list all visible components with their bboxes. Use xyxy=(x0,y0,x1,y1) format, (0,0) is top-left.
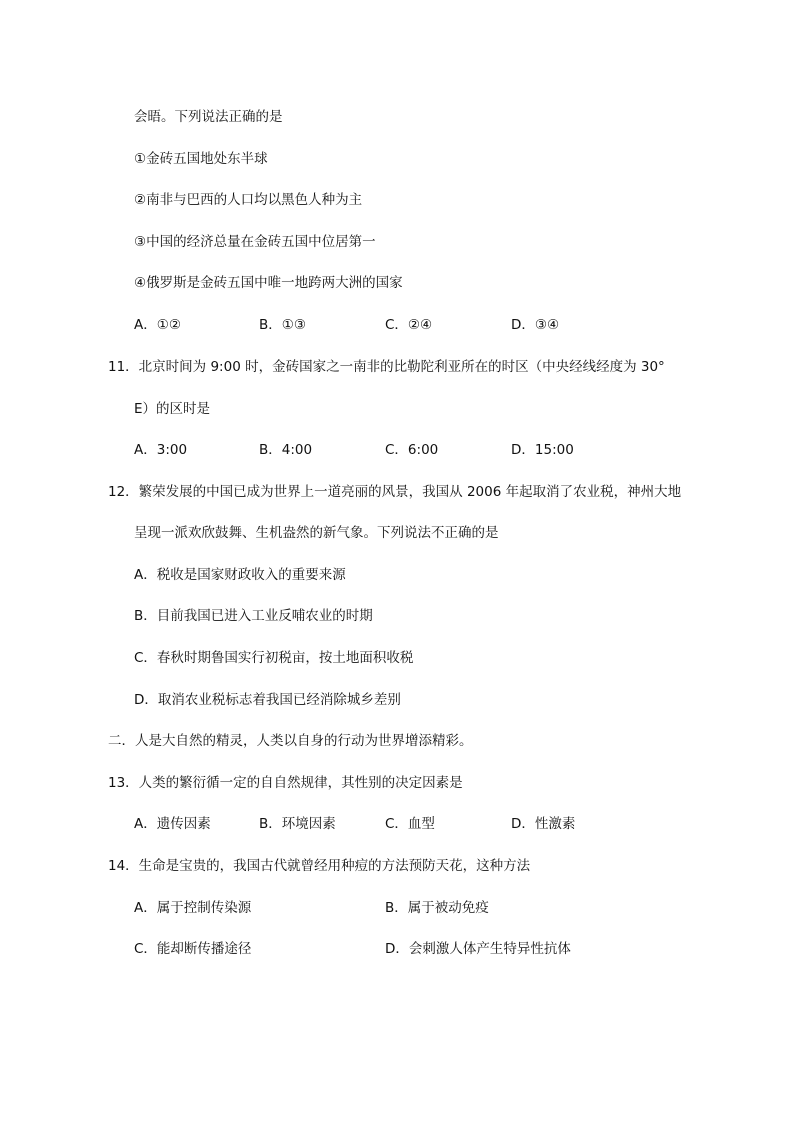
q10-statement-2: ②南非与巴西的人口均以黑色人种为主 xyxy=(134,192,363,208)
q13-option-a: A．遗传因素 xyxy=(134,816,211,832)
q13-option-d: D．性激素 xyxy=(511,816,576,832)
q11-stem-line-1: 11．北京时间为 9:00 时，金砖国家之一南非的比勒陀利亚所在的时区（中央经线经度为 30° xyxy=(108,359,665,375)
q13-option-c: C．血型 xyxy=(385,816,435,832)
q12-stem-line-2: 呈现一派欢欣鼓舞、生机盎然的新气象。下列说法不正确的是 xyxy=(134,525,499,541)
q12-option-d: D．取消农业税标志着我国已经消除城乡差别 xyxy=(134,692,401,708)
q10-option-d: D．③④ xyxy=(511,317,560,333)
q11-option-d: D．15:00 xyxy=(511,442,574,458)
q12-option-c: C．春秋时期鲁国实行初税亩，按土地面积收税 xyxy=(134,650,414,666)
q14-option-a: A．属于控制传染源 xyxy=(134,900,252,916)
q10-statement-1: ①金砖五国地处东半球 xyxy=(134,151,268,167)
q12-option-a: A．税收是国家财政收入的重要来源 xyxy=(134,567,346,583)
section-2-heading: 二．人是大自然的精灵，人类以自身的行动为世界增添精彩。 xyxy=(108,733,473,749)
q13-option-b: B．环境因素 xyxy=(259,816,336,832)
q14-stem: 14．生命是宝贵的，我国古代就曾经用种痘的方法预防天花，这种方法 xyxy=(108,858,531,874)
q14-option-c: C．能却断传播途径 xyxy=(134,941,252,957)
q12-stem-line-1: 12．繁荣发展的中国已成为世界上一道亮丽的风景，我国从 2006 年起取消了农业税，神州大地 xyxy=(108,484,682,500)
q11-option-c: C．6:00 xyxy=(385,442,439,458)
q10-option-a: A．①② xyxy=(134,317,181,333)
q10-option-b: B．①③ xyxy=(259,317,306,333)
q11-stem-line-2: E）的区时是 xyxy=(134,401,211,417)
q10-stem-continuation: 会晤。下列说法正确的是 xyxy=(134,109,283,125)
q14-option-d: D．会刺激人体产生特异性抗体 xyxy=(385,941,571,957)
q11-option-a: A．3:00 xyxy=(134,442,188,458)
q10-statement-4: ④俄罗斯是金砖五国中唯一地跨两大洲的国家 xyxy=(134,275,403,291)
q11-option-b: B．4:00 xyxy=(259,442,313,458)
q10-option-c: C．②④ xyxy=(385,317,433,333)
q10-statement-3: ③中国的经济总量在金砖五国中位居第一 xyxy=(134,234,376,250)
q13-stem: 13．人类的繁衍循一定的自自然规律，其性别的决定因素是 xyxy=(108,775,463,791)
q14-option-b: B．属于被动免疫 xyxy=(385,900,489,916)
q12-option-b: B．目前我国已进入工业反哺农业的时期 xyxy=(134,608,373,624)
